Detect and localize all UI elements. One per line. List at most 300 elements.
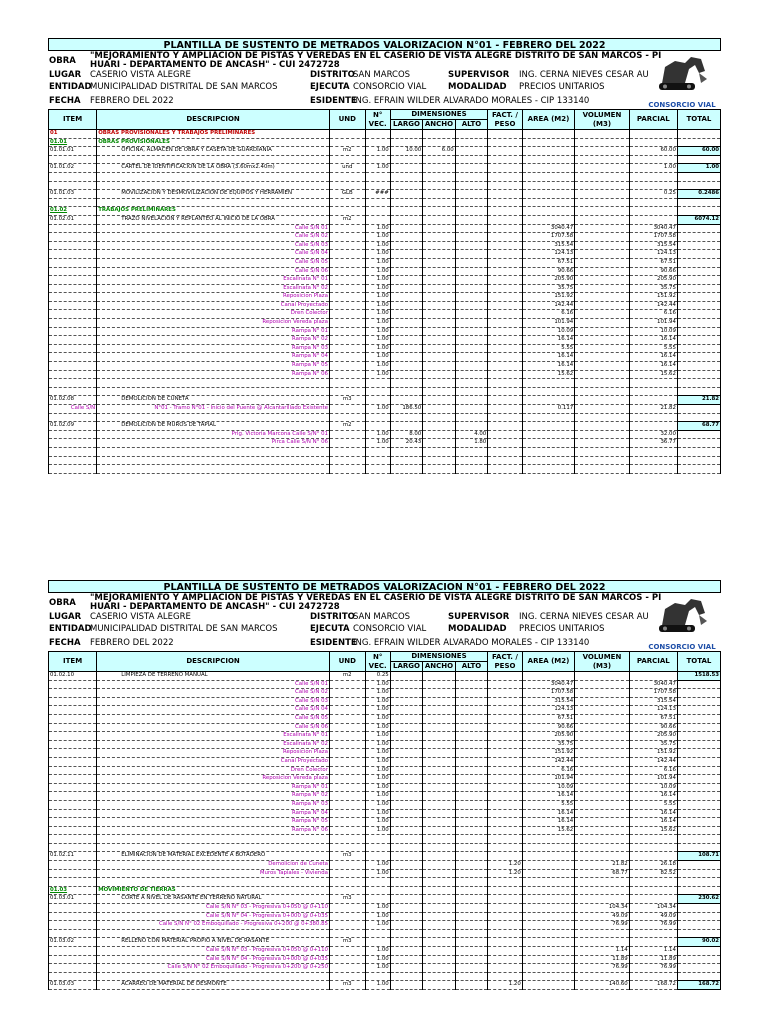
cell-total: 1.00: [677, 164, 720, 173]
cell-parcial: [629, 207, 677, 216]
cell-nvec: 1.00: [365, 740, 390, 749]
cell-area: [522, 430, 574, 439]
cell-desc: Calle S/N 03: [97, 697, 330, 706]
cell-item: 01.02.08: [49, 396, 97, 405]
cell-alto: [455, 723, 488, 732]
cell-alto: [455, 241, 488, 250]
cell-item: 01.01: [49, 138, 97, 147]
cell-total: [677, 319, 720, 328]
cell-vol: [575, 783, 630, 792]
item-row: [49, 396, 721, 405]
cell-item: 01.01.01: [49, 147, 97, 156]
cell-parcial: 90.66: [629, 267, 677, 276]
cell-fact: [488, 680, 523, 689]
cell-largo: [390, 835, 422, 844]
cell-und: [329, 809, 365, 818]
cell-area: [522, 852, 574, 861]
cell-vol: [575, 224, 630, 233]
cell-area: [522, 387, 574, 396]
cell-ancho: [423, 293, 455, 302]
cell-nvec: 1.00: [365, 276, 390, 285]
detail-row: [49, 783, 721, 792]
cell-parcial: 16.14: [629, 362, 677, 371]
cell-alto: [455, 172, 488, 181]
cell-vol: [575, 233, 630, 242]
cell-total: [677, 387, 720, 396]
cell-ancho: [423, 207, 455, 216]
cell-item: [49, 740, 97, 749]
cell-area: 205.90: [522, 276, 574, 285]
cell-fact: [488, 327, 523, 336]
cell-item: [49, 267, 97, 276]
cell-area: [522, 912, 574, 921]
detail-row: [49, 912, 721, 921]
cell-desc: Calle S/N N° 04 - Progresiva 0+000 @ 0+035: [97, 912, 330, 921]
cell-largo: [390, 319, 422, 328]
cell-und: [329, 198, 365, 207]
cell-area: [522, 861, 574, 870]
cell-nvec: 1.00: [365, 800, 390, 809]
cell-vol: [575, 293, 630, 302]
cell-und: m3: [329, 895, 365, 904]
cell-nvec: 1.00: [365, 344, 390, 353]
cell-largo: [390, 190, 422, 199]
cell-vol: [575, 835, 630, 844]
cell-total: [677, 972, 720, 981]
cell-total: [677, 835, 720, 844]
cell-ancho: [423, 809, 455, 818]
cell-nvec: 1.00: [365, 370, 390, 379]
cell-alto: [455, 869, 488, 878]
cell-ancho: [423, 276, 455, 285]
obra-line-2: HUARI - DEPARTAMENTO DE ANCASH" - CUI 2472728: [90, 602, 340, 612]
cell-total: [677, 921, 720, 930]
cell-desc: Rampa N° 06: [97, 826, 330, 835]
cell-fact: [488, 362, 523, 371]
cell-und: [329, 955, 365, 964]
cell-fact: [488, 749, 523, 758]
cell-item: Calle S/N: [49, 405, 97, 414]
cell-vol: [575, 147, 630, 156]
cell-total: 60.00: [677, 147, 720, 156]
cell-nvec: 1.00: [365, 861, 390, 870]
blank-row: [49, 878, 721, 887]
cell-parcial: [629, 422, 677, 431]
cell-nvec: 1.00: [365, 147, 390, 156]
cell-nvec: [365, 172, 390, 181]
cell-fact: [488, 766, 523, 775]
col-und: UND: [329, 110, 365, 130]
cell-area: [522, 456, 574, 465]
obra-label: OBRA: [49, 56, 76, 66]
cell-desc: Canal Proyectado: [97, 757, 330, 766]
cell-parcial: 16.14: [629, 353, 677, 362]
cell-area: [522, 843, 574, 852]
cell-parcial: [629, 379, 677, 388]
detail-row: [49, 792, 721, 801]
supervisor-label: SUPERVISOR: [448, 70, 510, 80]
cell-largo: [390, 818, 422, 827]
cell-und: [329, 250, 365, 259]
cell-parcial: 11.89: [629, 955, 677, 964]
cell-desc: Calle S/N 02: [97, 689, 330, 698]
cell-fact: [488, 456, 523, 465]
cell-nvec: 1.00: [365, 809, 390, 818]
cell-item: [49, 689, 97, 698]
cell-parcial: 10.09: [629, 327, 677, 336]
cell-item: [49, 387, 97, 396]
cell-alto: [455, 947, 488, 956]
detail-row: [49, 680, 721, 689]
cell-und: [329, 130, 365, 139]
cell-alto: [455, 379, 488, 388]
obra-label: OBRA: [49, 598, 76, 608]
cell-item: [49, 826, 97, 835]
cell-area: 6.16: [522, 766, 574, 775]
cell-nvec: 1.00: [365, 904, 390, 913]
detail-row: [49, 826, 721, 835]
cell-und: [329, 706, 365, 715]
cell-vol: [575, 362, 630, 371]
cell-und: [329, 405, 365, 414]
detail-row: [49, 310, 721, 319]
cell-desc: Rampa N° 06: [97, 370, 330, 379]
col-parcial: PARCIAL: [629, 110, 677, 130]
cell-desc: Calle S/N 01: [97, 224, 330, 233]
cell-nvec: 1.00: [365, 775, 390, 784]
cell-area: [522, 672, 574, 681]
cell-item: 01.01.03: [49, 190, 97, 199]
cell-und: [329, 155, 365, 164]
detail-row: [49, 689, 721, 698]
cell-total: 68.77: [677, 422, 720, 431]
cell-alto: [455, 387, 488, 396]
subsection-row: [49, 138, 721, 147]
cell-area: [522, 190, 574, 199]
cell-und: [329, 912, 365, 921]
cell-item: [49, 697, 97, 706]
col-fact: FACT. / PESO: [488, 110, 523, 130]
cell-item: [49, 181, 97, 190]
item-row: [49, 190, 721, 199]
cell-vol: [575, 130, 630, 139]
cell-parcial: [629, 878, 677, 887]
blank-row: [49, 447, 721, 456]
cell-desc: Rampa N° 01: [97, 783, 330, 792]
cell-ancho: [423, 284, 455, 293]
cell-desc: OBRAS PROVISIONALES: [97, 138, 330, 147]
cell-parcial: [629, 387, 677, 396]
blank-row: [49, 835, 721, 844]
cell-alto: 4.00: [455, 430, 488, 439]
cell-vol: 11.89: [575, 955, 630, 964]
cell-parcial: 151.92: [629, 293, 677, 302]
cell-alto: [455, 749, 488, 758]
cell-und: [329, 430, 365, 439]
cell-item: 01.01.02: [49, 164, 97, 173]
cell-area: 151.92: [522, 293, 574, 302]
cell-largo: [390, 258, 422, 267]
cell-item: 01.02.10: [49, 672, 97, 681]
cell-area: 142.44: [522, 757, 574, 766]
section-row: [49, 130, 721, 139]
cell-und: m2: [329, 422, 365, 431]
cell-area: [522, 955, 574, 964]
cell-ancho: [423, 826, 455, 835]
cell-total: [677, 362, 720, 371]
cell-alto: [455, 904, 488, 913]
cell-und: [329, 818, 365, 827]
cell-alto: [455, 938, 488, 947]
cell-alto: [455, 843, 488, 852]
cell-parcial: 124.13: [629, 706, 677, 715]
cell-und: m3: [329, 396, 365, 405]
cell-total: [677, 912, 720, 921]
cell-desc: CARTEL DE IDENTIFICACION DE LA OBRA (3.60mx2.40m): [97, 164, 330, 173]
cell-desc: Calle S/N N° 02 Emboquillado - Progresiva 0+200 @ 0+380.85: [97, 921, 330, 930]
cell-ancho: [423, 792, 455, 801]
cell-desc: MOVILIZACION Y DESMOVILIZACION DE EQUIPOS Y HERRAMIEN: [97, 190, 330, 199]
cell-parcial: 205.90: [629, 732, 677, 741]
cell-nvec: 1.00: [365, 267, 390, 276]
cell-parcial: [629, 155, 677, 164]
cell-total: [677, 697, 720, 706]
cell-total: [677, 706, 720, 715]
cell-parcial: [629, 172, 677, 181]
cell-vol: [575, 413, 630, 422]
cell-ancho: [423, 861, 455, 870]
cell-area: [522, 938, 574, 947]
cell-alto: [455, 809, 488, 818]
cell-ancho: [423, 964, 455, 973]
cell-area: [522, 379, 574, 388]
cell-alto: [455, 921, 488, 930]
cell-nvec: [365, 886, 390, 895]
cell-item: [49, 818, 97, 827]
cell-vol: [575, 714, 630, 723]
detail-row: [49, 714, 721, 723]
cell-ancho: [423, 749, 455, 758]
cell-und: [329, 224, 365, 233]
distrito-value: SAN MARCOS: [353, 70, 411, 80]
cell-desc: [97, 379, 330, 388]
modalidad-label: MODALIDAD: [448, 82, 507, 92]
cell-desc: Calle S/N 01: [97, 680, 330, 689]
cell-total: [677, 929, 720, 938]
obra-line-2: HUARI - DEPARTAMENTO DE ANCASH" - CUI 2472728: [90, 60, 340, 70]
cell-ancho: [423, 379, 455, 388]
cell-ancho: [423, 439, 455, 448]
cell-nvec: 1.00: [365, 327, 390, 336]
cell-fact: [488, 396, 523, 405]
cell-nvec: 1.00: [365, 164, 390, 173]
cell-total: [677, 878, 720, 887]
cell-vol: [575, 800, 630, 809]
cell-parcial: 315.54: [629, 697, 677, 706]
item-row: [49, 981, 721, 990]
cell-total: [677, 430, 720, 439]
cell-alto: [455, 319, 488, 328]
residente-value: ING. EFRAIN WILDER ALVARADO MORALES - CIP 133140: [353, 638, 590, 648]
cell-desc: Reposicion Vereda plaza: [97, 319, 330, 328]
cell-item: [49, 680, 97, 689]
cell-area: [522, 921, 574, 930]
cell-parcial: 82.52: [629, 869, 677, 878]
detail-row: [49, 809, 721, 818]
cell-nvec: [365, 181, 390, 190]
cell-und: [329, 869, 365, 878]
cell-vol: [575, 938, 630, 947]
cell-fact: [488, 740, 523, 749]
cell-alto: [455, 198, 488, 207]
cell-ancho: [423, 775, 455, 784]
cell-item: [49, 723, 97, 732]
cell-und: [329, 344, 365, 353]
cell-item: [49, 344, 97, 353]
cell-ancho: [423, 319, 455, 328]
cell-total: [677, 740, 720, 749]
cell-nvec: [365, 447, 390, 456]
cell-area: [522, 207, 574, 216]
cell-ancho: [423, 138, 455, 147]
cell-largo: [390, 164, 422, 173]
cell-ancho: [423, 732, 455, 741]
cell-alto: 1.80: [455, 439, 488, 448]
cell-desc: [97, 835, 330, 844]
cell-alto: [455, 215, 488, 224]
cell-parcial: 16.14: [629, 809, 677, 818]
cell-area: 15.62: [522, 826, 574, 835]
cell-area: 205.90: [522, 732, 574, 741]
cell-alto: [455, 130, 488, 139]
cell-vol: [575, 241, 630, 250]
cell-fact: [488, 147, 523, 156]
fecha-value: FEBRERO DEL 2022: [90, 96, 174, 106]
cell-ancho: [423, 396, 455, 405]
fecha-label: FECHA: [49, 638, 81, 648]
supervisor-value: ING. CERNA NIEVES CESAR AU: [519, 70, 649, 80]
cell-item: [49, 172, 97, 181]
cell-nvec: [365, 843, 390, 852]
cell-vol: [575, 258, 630, 267]
cell-nvec: 1.00: [365, 921, 390, 930]
cell-largo: [390, 904, 422, 913]
cell-item: [49, 835, 97, 844]
cell-total: [677, 861, 720, 870]
cell-largo: [390, 284, 422, 293]
cell-vol: [575, 689, 630, 698]
detail-row: [49, 293, 721, 302]
cell-largo: [390, 740, 422, 749]
table-body: [49, 130, 721, 474]
cell-vol: [575, 766, 630, 775]
cell-vol: [575, 972, 630, 981]
cell-item: 01.02.09: [49, 422, 97, 431]
cell-item: [49, 301, 97, 310]
cell-nvec: 1.00: [365, 749, 390, 758]
cell-area: 5.55: [522, 800, 574, 809]
cell-fact: [488, 422, 523, 431]
cell-alto: [455, 155, 488, 164]
cell-total: [677, 723, 720, 732]
residente-label: ESIDENTE: [310, 638, 357, 648]
cell-fact: [488, 972, 523, 981]
cell-fact: [488, 241, 523, 250]
cell-parcial: [629, 895, 677, 904]
excavator-logo-icon: [655, 53, 709, 93]
cell-item: [49, 250, 97, 259]
cell-vol: 49.09: [575, 912, 630, 921]
cell-ancho: [423, 800, 455, 809]
cell-largo: [390, 456, 422, 465]
detail-row: [49, 276, 721, 285]
cell-alto: [455, 680, 488, 689]
cell-desc: RELLENO CON MATERIAL PROPIO A NIVEL DE RASANTE: [97, 938, 330, 947]
cell-area: 6.16: [522, 310, 574, 319]
cell-ancho: [423, 740, 455, 749]
col-nvec: N° VEC.: [365, 652, 390, 672]
cell-largo: [390, 921, 422, 930]
cell-alto: [455, 732, 488, 741]
cell-parcial: 1.14: [629, 947, 677, 956]
cell-ancho: [423, 757, 455, 766]
cell-vol: [575, 672, 630, 681]
cell-parcial: [629, 465, 677, 474]
fecha-value: FEBRERO DEL 2022: [90, 638, 174, 648]
cell-und: GLB: [329, 190, 365, 199]
cell-vol: [575, 826, 630, 835]
cell-vol: [575, 422, 630, 431]
cell-desc: TRAZO NIVELACION Y REPLANTEO AL INICIO DE LA OBRA: [97, 215, 330, 224]
subsection-row: [49, 886, 721, 895]
cell-parcial: [629, 130, 677, 139]
cell-vol: [575, 465, 630, 474]
cell-alto: [455, 792, 488, 801]
cell-nvec: 1.00: [365, 955, 390, 964]
cell-ancho: [423, 938, 455, 947]
cell-und: [329, 456, 365, 465]
cell-total: [677, 370, 720, 379]
cell-area: 67.51: [522, 258, 574, 267]
cell-total: [677, 224, 720, 233]
cell-area: [522, 465, 574, 474]
cell-desc: Dren Colector: [97, 310, 330, 319]
cell-nvec: 1.00: [365, 319, 390, 328]
cell-largo: [390, 749, 422, 758]
cell-largo: [390, 680, 422, 689]
cell-area: 67.51: [522, 714, 574, 723]
cell-nvec: [365, 413, 390, 422]
cell-parcial: 142.44: [629, 757, 677, 766]
cell-area: [522, 904, 574, 913]
cell-fact: [488, 826, 523, 835]
cell-parcial: 0.25: [629, 190, 677, 199]
cell-total: [677, 353, 720, 362]
cell-total: [677, 138, 720, 147]
cell-nvec: [365, 422, 390, 431]
cell-alto: [455, 912, 488, 921]
cell-ancho: [423, 310, 455, 319]
cell-vol: [575, 740, 630, 749]
lugar-value: CASERIO VISTA ALEGRE: [90, 70, 191, 80]
cell-area: 101.94: [522, 775, 574, 784]
cell-item: [49, 456, 97, 465]
cell-desc: Rampa N° 02: [97, 336, 330, 345]
cell-ancho: [423, 697, 455, 706]
cell-und: m2: [329, 147, 365, 156]
cell-fact: [488, 250, 523, 259]
cell-item: [49, 929, 97, 938]
